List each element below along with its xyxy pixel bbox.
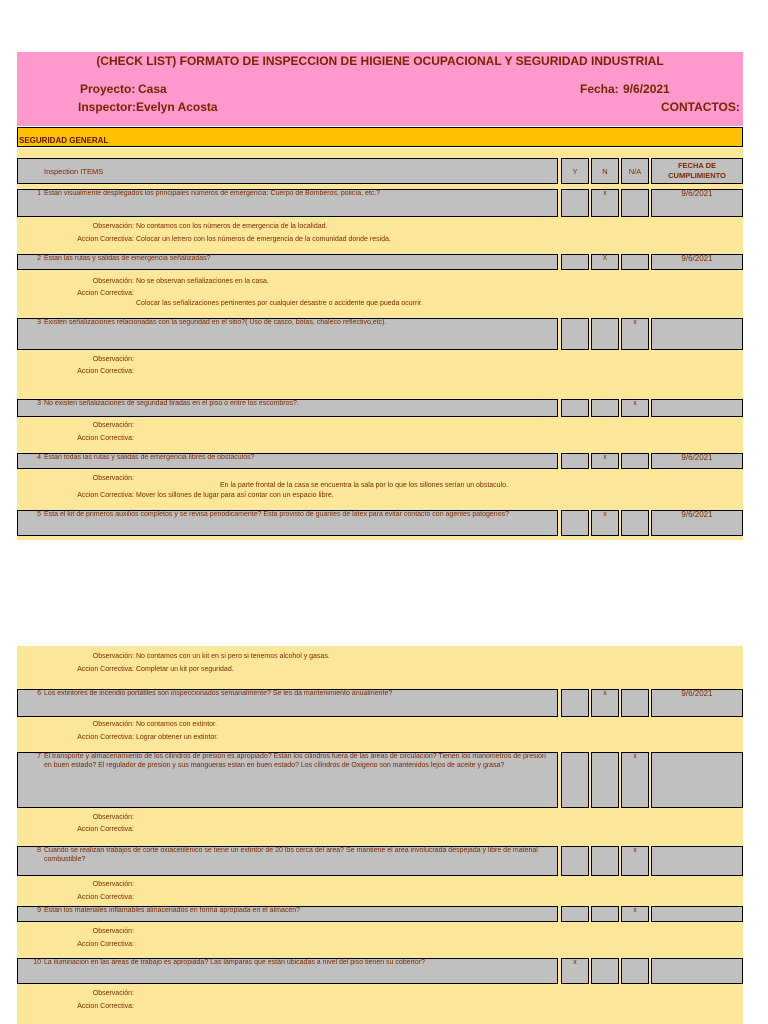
completion-date: 9/6/2021	[681, 189, 713, 198]
na-checkbox[interactable]	[621, 189, 649, 217]
completion-date-cell[interactable]	[651, 318, 743, 350]
observation-text: No contamos con extintor.	[136, 721, 217, 728]
na-checkbox[interactable]	[621, 689, 649, 717]
section-bar	[17, 127, 743, 147]
item-number: 1	[37, 190, 41, 197]
observation-text: No se observan señalizaciones en la casa.	[136, 278, 269, 285]
item-number: 2	[37, 255, 41, 262]
y-checkbox[interactable]	[561, 906, 589, 922]
completion-date-cell[interactable]	[651, 958, 743, 984]
item-question: No existen señalizaciones de seguridad tiradas en el piso o entre los escombros?.	[44, 400, 299, 407]
observation-label: Observación:	[92, 814, 134, 821]
n-checkbox[interactable]	[591, 752, 619, 808]
n-checkbox[interactable]	[591, 906, 619, 922]
n-mark: x	[603, 190, 607, 197]
corrective-action-text: Mover los sillones de lugar para así contar con un espacio libre.	[136, 492, 334, 499]
corrective-action-label: Accion Correctiva:	[77, 368, 134, 375]
completion-date: 9/6/2021	[681, 453, 713, 462]
inspector-label: Inspector:	[78, 100, 137, 114]
completion-date: 9/6/2021	[681, 689, 713, 698]
item-number: 7	[37, 753, 41, 760]
corrective-action-label: Accion Correctiva:	[77, 941, 134, 948]
col-header-n	[591, 158, 619, 184]
col-header-items	[17, 158, 558, 184]
na-checkbox[interactable]	[621, 752, 649, 808]
observation-detail-text: En la parte frontal de la casa se encuentra la sala por lo que los sillones serían un obstaculo.	[220, 482, 508, 489]
y-checkbox[interactable]	[561, 399, 589, 417]
col-header-na	[621, 158, 649, 184]
item-question: Existen señalizaciones relacionadas con la seguridad en el sitio?( Uso de casco, botas, chaleco reflectivo,etc).	[44, 319, 387, 326]
completion-date: 9/6/2021	[681, 254, 713, 263]
col-header-y-label: Y	[572, 167, 578, 176]
corrective-action-label: Accion Correctiva:	[77, 734, 134, 741]
section-title: SEGURIDAD GENERAL	[19, 136, 109, 145]
item-question: Los extintores de incendio portátiles son inspeccionados semanalmente? Se les da mantenimiento anualmente?	[44, 690, 393, 697]
item-number: 8	[37, 847, 41, 854]
observation-detail-text: Colocar las señalizaciones pertinentes por cualquier desastre o accidente que pueda ocurrir.	[136, 300, 423, 307]
y-mark: x	[573, 959, 577, 966]
item-question: Están visualmente desplegados los principales números de emergencia: Cuerpo de Bomberos, policía, etc.?	[44, 190, 381, 197]
item-question: Están los materiales inflamables almacenados en forma apropiada en el almacén?	[44, 907, 301, 914]
item-number: 3	[37, 400, 41, 407]
corrective-action-text: Colocar un letrero con los números de emergencia de la comunidad donde resida.	[136, 236, 391, 243]
n-checkbox[interactable]	[591, 846, 619, 876]
y-checkbox[interactable]	[561, 752, 589, 808]
project-label: Proyecto:	[80, 82, 136, 96]
completion-date-cell[interactable]	[651, 906, 743, 922]
y-checkbox[interactable]	[561, 510, 589, 536]
completion-date: 9/6/2021	[681, 510, 713, 519]
completion-date-cell[interactable]	[651, 752, 743, 808]
date-label: Fecha:	[580, 82, 619, 96]
item-number: 6	[37, 690, 41, 697]
na-mark: x	[633, 400, 637, 407]
n-mark: X	[602, 255, 608, 262]
na-checkbox[interactable]	[621, 254, 649, 270]
col-header-na-label: N/A	[628, 167, 642, 176]
observation-label: Observación:	[92, 278, 134, 285]
na-checkbox[interactable]	[621, 958, 649, 984]
date-value: 9/6/2021	[623, 82, 670, 96]
na-mark: x	[633, 319, 637, 326]
n-checkbox[interactable]	[591, 399, 619, 417]
y-checkbox[interactable]	[561, 846, 589, 876]
observation-label: Observación:	[92, 422, 134, 429]
corrective-action-label: Accion Correctiva:	[77, 236, 134, 243]
y-checkbox[interactable]	[561, 453, 589, 469]
item-question: Esta el kit de primeros auxilios completos y se revisa periodicamente? Esta provisto de guantes de latex para evitar contacto con agentes patogenos?	[44, 511, 509, 518]
n-checkbox[interactable]	[591, 958, 619, 984]
corrective-action-text: Lograr obtener un extintor.	[136, 734, 219, 741]
completion-date-cell[interactable]	[651, 846, 743, 876]
corrective-action-label: Accion Correctiva:	[77, 435, 134, 442]
n-mark: x	[603, 454, 607, 461]
item-number: 4	[37, 454, 41, 461]
item-question: El transporte y almacenamiento de los cilindros de presión es apropiado? Están los cilindros fuera de las áreas de circulación? Tienen los manometros de presion en buen estado? El regulador de presion y sus mangueras estan en buen estado? Los cilindros de Oxigeno son mantenidos lejos de aceite y grasa?	[44, 753, 546, 769]
col-header-fecha	[651, 158, 743, 184]
y-checkbox[interactable]	[561, 689, 589, 717]
observation-label: Observación:	[92, 356, 134, 363]
observation-text: No contamos con un kit en si pero si tenemos alcohol y gasas.	[136, 653, 330, 660]
report-title: (CHECK LIST) FORMATO DE INSPECCION DE HIGIENE OCUPACIONAL Y SEGURIDAD INDUSTRIAL	[96, 54, 664, 68]
observation-label: Observación:	[92, 721, 134, 728]
corrective-action-label: Accion Correctiva:	[77, 894, 134, 901]
col-header-y	[561, 158, 589, 184]
corrective-action-label: Accion Correctiva:	[77, 492, 134, 499]
observation-label: Observación:	[92, 653, 134, 660]
inspector-value: Evelyn Acosta	[136, 100, 218, 114]
observation-label: Observación:	[92, 881, 134, 888]
observation-label: Observación:	[92, 223, 134, 230]
contacts-label: CONTACTOS:	[661, 100, 740, 114]
project-value: Casa	[138, 82, 167, 96]
y-checkbox[interactable]	[561, 318, 589, 350]
observation-text: No contamos con los números de emergencia de la localidad.	[136, 223, 328, 230]
na-mark: x	[633, 847, 637, 854]
observation-label: Observación:	[92, 928, 134, 935]
corrective-action-label: Accion Correctiva:	[77, 290, 134, 297]
item-question: Están las rutas y salidas de emergencia señalizadas?	[44, 255, 211, 262]
completion-date-cell[interactable]	[651, 399, 743, 417]
item-number: 3	[37, 319, 41, 326]
corrective-action-label: Accion Correctiva:	[77, 666, 134, 673]
col-header-items-label: Inspection ITEMS	[44, 167, 104, 176]
observation-label: Observación:	[92, 475, 134, 482]
y-checkbox[interactable]	[561, 254, 589, 270]
corrective-action-label: Accion Correctiva:	[77, 826, 134, 833]
col-header-n-label: N	[602, 167, 608, 176]
item-question: La iluminación en las áreas de trabajo es apropiada? Las lámparas que están ubicadas a nivel del piso tienen su cobertor?	[44, 959, 425, 966]
na-mark: x	[633, 753, 637, 760]
item-number: 10	[33, 959, 41, 966]
y-checkbox[interactable]	[561, 189, 589, 217]
item-question: Cuando se realizan trabajos de corte oxiacetilénico se tiene un extintor de 20 lbs cerca del area? Se mantiene el area involucrada despejada y libre de material combustible?	[44, 847, 538, 863]
item-number: 5	[37, 511, 41, 518]
observation-label: Observación:	[92, 990, 134, 997]
na-checkbox[interactable]	[621, 453, 649, 469]
n-mark: x	[603, 690, 607, 697]
corrective-action-label: Accion Correctiva:	[77, 1003, 134, 1010]
n-checkbox[interactable]	[591, 318, 619, 350]
col-header-fecha-line1: FECHA DE	[677, 161, 717, 170]
na-checkbox[interactable]	[621, 510, 649, 536]
na-mark: x	[633, 907, 637, 914]
item-question: Están todas las rutas y salidas de emergencia libres de obstáculos?	[44, 454, 255, 461]
item-number: 9	[37, 907, 41, 914]
n-mark: x	[603, 511, 607, 518]
corrective-action-text: Completar un kit por seguridad.	[136, 666, 234, 673]
col-header-fecha-line2: CUMPLIMIENTO	[668, 171, 726, 180]
